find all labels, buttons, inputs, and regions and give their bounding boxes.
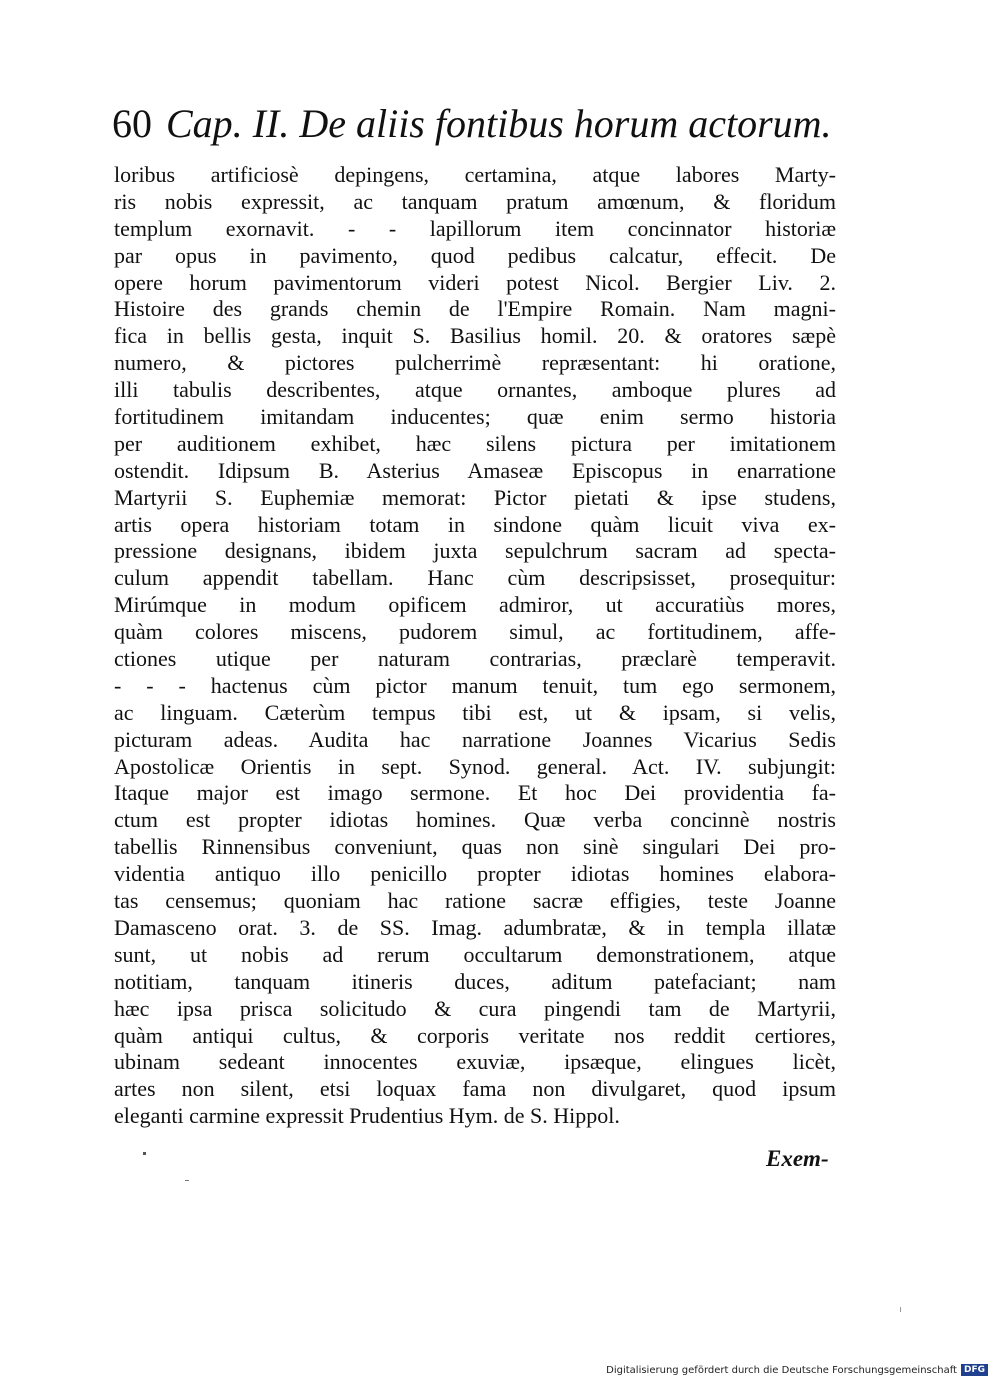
ink-speck xyxy=(143,1152,146,1155)
text-line: artis opera historiam totam in sindone quàm licuit viva ex- xyxy=(114,511,836,537)
text-line: fortitudinem imitandam inducentes; quæ enim sermo historia xyxy=(114,404,836,430)
page-number: 60 xyxy=(112,101,152,146)
text-line: Itaque major est imago sermone. Et hoc Dei providentia fa- xyxy=(114,780,836,806)
text-line: notitiam, tanquam itineris duces, aditum patefaciant; nam xyxy=(114,968,836,994)
text-line: ris nobis expressit, ac tanquam pratum amœnum, & floridum xyxy=(114,188,836,214)
dfg-logo: DFG xyxy=(961,1364,988,1376)
text-line: ostendit. Idipsum B. Asterius Amaseæ Episcopus in enarratione xyxy=(114,457,836,483)
text-line: par opus in pavimento, quod pedibus calcatur, effecit. De xyxy=(114,242,836,268)
text-line: artes non silent, etsi loquax fama non divulgaret, quod ipsum xyxy=(114,1076,836,1102)
text-line: culum appendit tabellam. Hanc cùm descripsisset, prosequitur: xyxy=(114,565,836,591)
text-line: tabellis Rinnensibus conveniunt, quas non sinè singulari Dei pro- xyxy=(114,834,836,860)
text-line: hæc ipsa prisca solicitudo & cura pingendi tam de Martyrii, xyxy=(114,995,836,1021)
ink-speck xyxy=(185,1180,189,1181)
running-title: Cap. II. De aliis fontibus horum actorum. xyxy=(166,101,832,146)
text-line: opere horum pavimentorum videri potest Nicol. Bergier Liv. 2. xyxy=(114,269,836,295)
text-line: loribus artificiosè depingens, certamina, atque labores Marty- xyxy=(114,162,836,187)
text-line: Mirúmque in modum opificem admiror, ut accuratiùs mores, xyxy=(114,592,836,618)
text-line: ac linguam. Cæterùm tempus tibi est, ut & ipsam, si velis, xyxy=(114,699,836,725)
text-line: eleganti carmine expressit Prudentius Hym. de S. Hippol. xyxy=(114,1103,620,1129)
text-line: ubinam sedeant innocentes exuviæ, ipsæque, elingues licèt, xyxy=(114,1049,836,1075)
text-line: Histoire des grands chemin de l'Empire Romain. Nam magni- xyxy=(114,296,836,322)
text-line: illi tabulis describentes, atque ornantes, amboque plures ad xyxy=(114,377,836,403)
text-line: ctum est propter idiotas homines. Quæ verba concinnè nostris xyxy=(114,807,836,833)
text-line: videntia antiquo illo penicillo propter idiotas homines elabora- xyxy=(114,861,836,887)
digitization-footer xyxy=(606,1364,988,1376)
text-line: ctiones utique per naturam contrarias, præclarè temperavit. xyxy=(114,646,836,672)
text-line: - - - hactenus cùm pictor manum tenuit, tum ego sermonem, xyxy=(114,672,836,698)
body-text xyxy=(114,162,836,1130)
text-line: sunt, ut nobis ad rerum occultarum demonstrationem, atque xyxy=(114,941,836,967)
page-header xyxy=(112,100,852,148)
text-line: Apostolicæ Orientis in sept. Synod. general. Act. IV. subjungit: xyxy=(114,753,836,779)
text-line: tas censemus; quoniam hac ratione sacræ effigies, teste Joanne xyxy=(114,888,836,914)
text-line: Damasceno orat. 3. de SS. Imag. adumbratæ, & in templa illatæ xyxy=(114,914,836,940)
text-line: Martyrii S. Euphemiæ memorat: Pictor pietati & ipse studens, xyxy=(114,484,836,510)
text-line: numero, & pictores pulcherrimè repræsentant: hi oratione, xyxy=(114,350,836,376)
text-line: templum exornavit. - - lapillorum item concinnator historiæ xyxy=(114,215,836,241)
text-line: pressione designans, ibidem juxta sepulchrum sacram ad specta- xyxy=(114,538,836,564)
ink-speck xyxy=(900,1307,901,1312)
text-line: quàm colores miscens, pudorem simul, ac fortitudinem, affe- xyxy=(114,619,836,645)
text-line: per auditionem exhibet, hæc silens pictura per imitationem xyxy=(114,430,836,456)
catchword: Exem- xyxy=(766,1146,829,1171)
footer-credit: Digitalisierung gefördert durch die Deutsche Forschungsgemeinschaft xyxy=(606,1364,957,1376)
text-line: picturam adeas. Audita hac narratione Joannes Vicarius Sedis xyxy=(114,726,836,752)
text-line: quàm antiqui cultus, & corporis veritate nos reddit certiores, xyxy=(114,1022,836,1048)
text-line: fica in bellis gesta, inquit S. Basilius homil. 20. & oratores sæpè xyxy=(114,323,836,349)
